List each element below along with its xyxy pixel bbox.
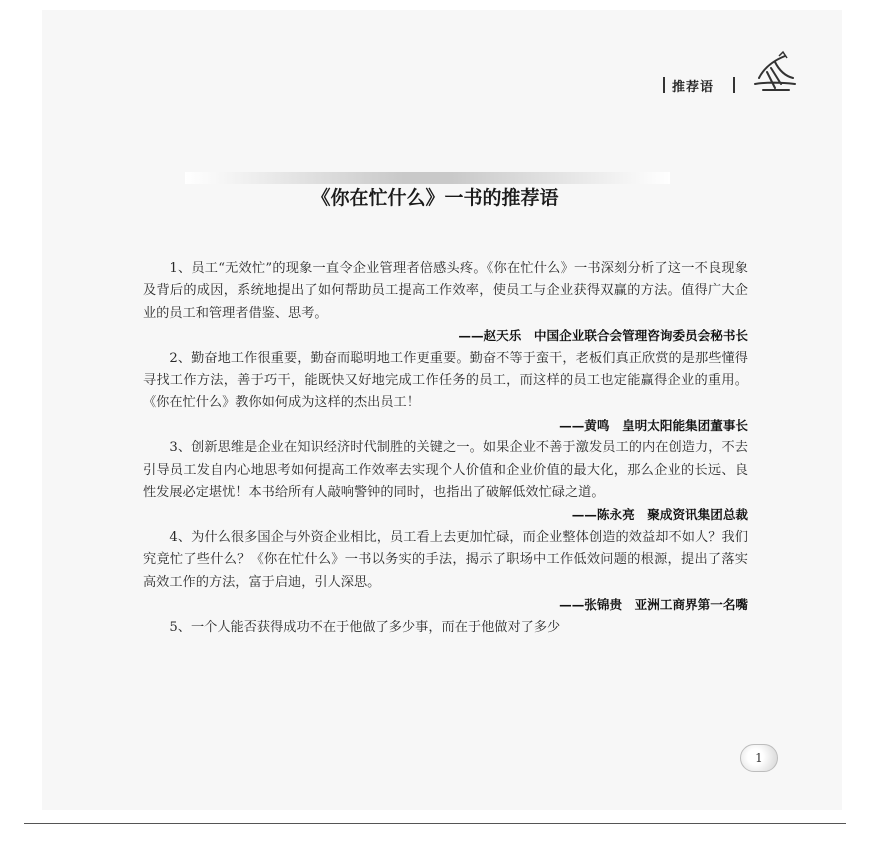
recommendation-signature-4: ——张锦贵 亚洲工商界第一名嘴 [559,597,748,613]
recommendation-text-5: 5、一个人能否获得成功不在于他做了多少事，而在于他做对了多少 [169,619,561,635]
pen-sketch-logo-icon [745,48,801,100]
recommendation-text-3: 3、创新思维是企业在知识经济时代制胜的关键之一。如果企业不善于激发员工的内在创造力，不去引导员工发自内心地思考如何提高工作效率去实现个人价值和企业价值的最大化，那么企业的长远、良性发展必定堪忧！本书给所有人敲响警钟的同时，也指出了破解低效忙碌之道。 [143,440,748,501]
recommendation-signature-1: ——赵天乐 中国企业联合会管理咨询委员会秘书长 [458,328,748,344]
header-divider-left [663,77,665,93]
page-number: 1 [740,744,778,772]
page-bottom-edge [24,823,846,824]
recommendation-text-4: 4、为什么很多国企与外资企业相比，员工看上去更加忙碌，而企业整体创造的效益却不如人？我们究竟忙了些什么？《你在忙什么》一书以务实的手法，揭示了职场中工作低效问题的根源，提出了落实高效工作的方法，富于启迪，引人深思。 [143,529,748,590]
recommendation-text-2: 2、勤奋地工作很重要，勤奋而聪明地工作更重要。勤奋不等于蛮干，老板们真正欣赏的是那些懂得寻找工作方法，善于巧干，能既快又好地完成工作任务的员工，而这样的员工也定能赢得企业的重用。《你在忙什么》教你如何成为这样的杰出员工！ [143,350,748,411]
page-title: 《你在忙什么》一书的推荐语 [311,187,559,209]
recommendations-body [143,258,748,639]
section-label: 推荐语 [672,80,715,95]
recommendation-signature-2: ——黄鸣 皇明太阳能集团董事长 [559,417,748,433]
header-divider-right [733,77,735,93]
recommendation-signature-3: ——陈永亮 聚成资讯集团总裁 [571,507,748,523]
recommendation-text-1: 1、员工“无效忙”的现象一直令企业管理者倍感头疼。《你在忙什么》一书深刻分析了这一不良现象及背后的成因，系统地提出了如何帮助员工提高工作效率，使员工与企业获得双赢的方法。值得广大企业的员工和管理者借鉴、思考。 [143,261,748,321]
